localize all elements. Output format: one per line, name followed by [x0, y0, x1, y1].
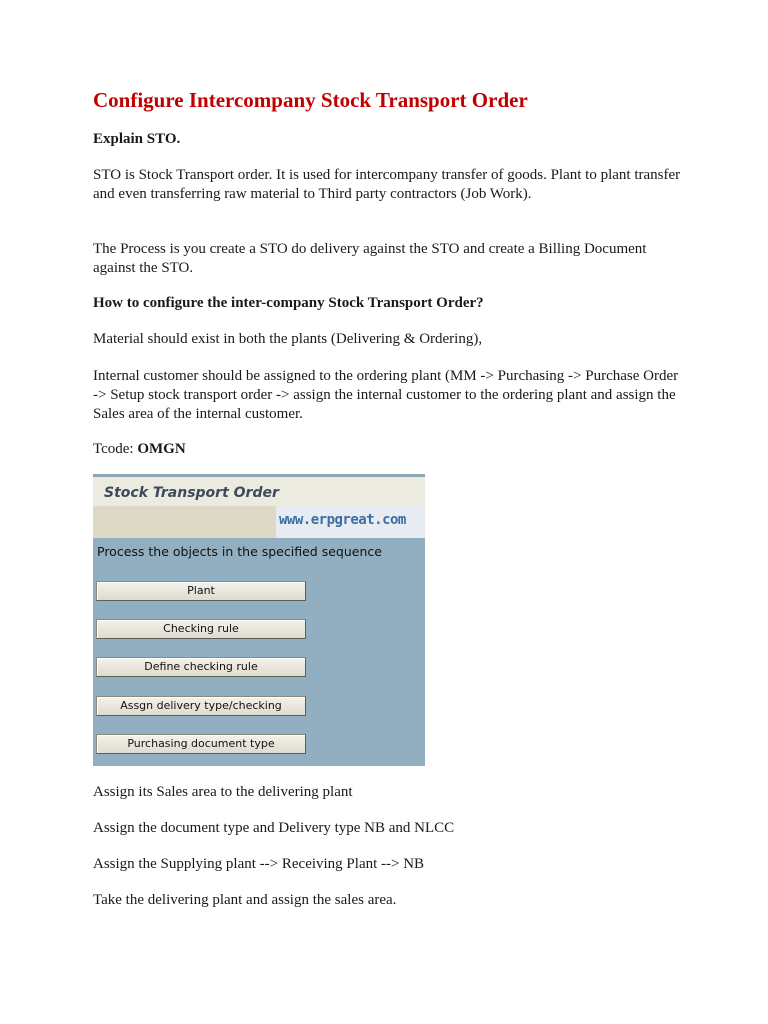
paragraph-delivering-plant: Take the delivering plant and assign the sales area.	[93, 892, 397, 908]
purchasing-document-type-button[interactable]: Purchasing document type	[96, 734, 306, 754]
how-to-heading: How to configure the inter-company Stock Transport Order?	[93, 295, 484, 311]
assign-delivery-type-button[interactable]: Assgn delivery type/checking	[96, 696, 306, 716]
watermark-url: www.erpgreat.com	[279, 512, 406, 528]
sap-toolbar-strip	[93, 506, 425, 538]
paragraph-process: The Process is you create a STO do delivery against the STO and create a Billing Document against the STO.	[93, 241, 647, 276]
plant-button[interactable]: Plant	[96, 581, 306, 601]
paragraph-assign-doc-type: Assign the document type and Delivery type NB and NLCC	[93, 820, 455, 836]
checking-rule-button[interactable]: Checking rule	[96, 619, 306, 639]
sap-instruction: Process the objects in the specified sequence	[97, 544, 382, 559]
sap-title-bar	[93, 477, 425, 506]
paragraph-sto-definition: STO is Stock Transport order. It is used for intercompany transfer of goods. Plant to plant transfer and even transferring raw material to Third party contractors (Job Work).	[93, 167, 681, 202]
paragraph-assign-sales-area: Assign its Sales area to the delivering plant	[93, 784, 353, 800]
tcode-label: Tcode:	[93, 441, 134, 457]
define-checking-rule-button[interactable]: Define checking rule	[96, 657, 306, 677]
sap-screen-title: Stock Transport Order	[104, 485, 279, 501]
page-title: Configure Intercompany Stock Transport Order	[93, 88, 528, 112]
sap-screenshot	[93, 474, 425, 766]
paragraph-internal-customer: Internal customer should be assigned to the ordering plant (MM -> Purchasing -> Purchase Order -> Setup stock transport order -> assign the internal customer to the ordering plant and assign the Sales area of the internal customer.	[93, 368, 679, 422]
tcode-value: OMGN	[137, 441, 186, 457]
explain-heading: Explain STO.	[93, 131, 181, 147]
tcode-line	[93, 440, 683, 459]
paragraph-assign-supplying-plant: Assign the Supplying plant --> Receiving Plant --> NB	[93, 856, 425, 872]
paragraph-material: Material should exist in both the plants (Delivering & Ordering),	[93, 331, 483, 347]
